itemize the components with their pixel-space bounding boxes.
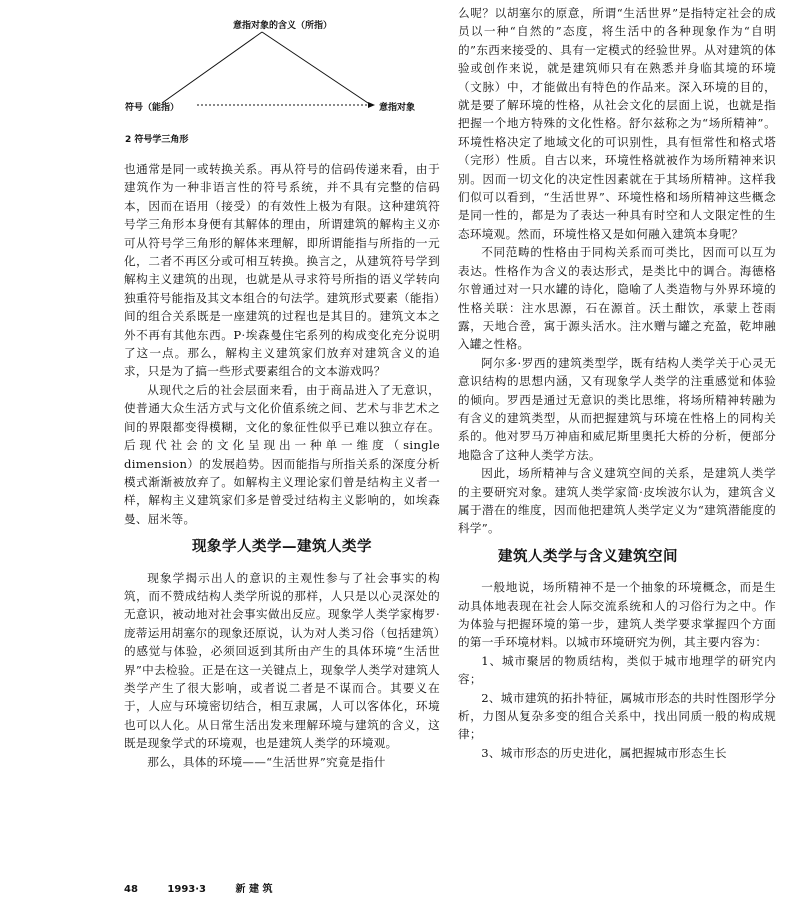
page-footer	[124, 880, 298, 895]
left-paragraph: 也通常是同一或转换关系。再从符号的信码传递来看，由于建筑作为一种非语言性的符号系统，并不具有完整的信码本，因而在语用（接受）的有效性上极为有限。这种建筑符号学三角形本身便有其解体的理由，所谓建筑的解构主义亦可从符号学三角形的解体来理解，即所谓能指与所指的一元化，二者不再区分或可相互转换。换言之，从建筑符号学到解构主义建筑的出现，也就是从寻求符号所指的语义学转向独重符号能指及其文本组合的句法学。建筑形式要素（能指）间的组合关系既是一座建筑的过程也是其目的。建筑文本之外不再有其他东西。P·埃森曼住宅系列的构成变化充分说明了这一点。那么，解构主义建筑家们放弃对建筑含义的追求，只是为了搞一些形式要素组合的文本游戏吗？	[124, 162, 440, 379]
section-heading: 建筑人类学与含义建筑空间	[498, 548, 678, 565]
list-item: 1、城市聚居的物质结构，类似于城市地理学的研究内容；	[458, 653, 776, 687]
semiotic-triangle-figure	[125, 12, 425, 147]
figure-caption: 2 符号学三角形	[125, 135, 189, 145]
right-paragraph: 一般地说，场所精神不是一个抽象的环境概念，而是生动具体地表现在社会人际交流系统和人的习俗行为之中。作为体验与把握环境的第一步，建筑人类学要求掌握四个方面的第一手环境材料。以城市环境研究为例，其主要内容为：	[458, 580, 776, 650]
right-column	[458, 4, 776, 762]
triangle-right-edge	[262, 32, 368, 103]
section-heading: 现象学人类学—建筑人类学	[192, 539, 372, 556]
left-paragraph: 那么，具体的环境——“生活世界”究竟是指什	[147, 754, 386, 769]
figure-right-label: 意指对象	[379, 103, 416, 113]
triangle-left-edge	[162, 32, 262, 103]
journal-name: 新 建 筑	[235, 884, 273, 895]
left-paragraph: 从现代之后的社会层面来看，由于商品进入了无意识，使普通大众生活方式与文化价值系统之间、艺术与非艺术之间的界限都变得模糊，文化的象征性似乎已难以独立存在。后现代社会的文化呈现出一种单一维度（single dimension）的发展趋势。因而能指与所指关系的深度分析模式渐渐被放弃了。如解构主义理论家们曾是结构主义者一样，解构主义建筑家们多是曾受过结构主义影响的，如埃森曼、屈米等。	[124, 382, 440, 526]
triangle-base-arrowhead	[368, 102, 375, 108]
page-number: 48	[124, 884, 138, 895]
figure-left-label: 符号（能指）	[125, 103, 180, 113]
list-item: 3、城市形态的历史进化，属把握城市形态生长	[481, 745, 727, 760]
figure-top-label: 意指对象的含义（所指）	[233, 21, 333, 31]
list-item: 2、城市建筑的拓扑特征，属城市形态的共时性图形学分析，力图从复杂多变的组合关系中，找出同质一般的构成规律；	[458, 690, 776, 742]
right-paragraph: 么呢？以胡塞尔的原意，所谓“生活世界”是指特定社会的成员以一种“自然的”态度，将生活中的各种现象作为“自明的”东西来接受的、具有一定模式的经验世界。从对建筑的体验或创作来说，就是建筑师只有在熟悉并身临其境的环境（文脉）中，才能做出有特色的作品来。深入环境的目的，就是要了解环境的性格，从社会文化的层面上说，也就是指把握一个地方特殊的文化性格。舒尔兹称之为“场所精神”。环境性格决定了地域文化的可识别性，具有恒常性和格式塔（完形）性质。自古以来，环境性格就被作为场所精神来识别。因而一切文化的决定性因素就在于其场所精神。这样我们似可以看到，“生活世界”、环境性格和场所精神这些概念是同一性的，都是为了表达一种具有时空和人文限定性的生态环境观。然而，环境性格又是如何融入建筑本身呢？	[458, 6, 776, 241]
left-paragraph: 现象学揭示出人的意识的主观性参与了社会事实的构筑，而不赞成结构人类学所说的那样，人只是以心灵深处的无意识，被动地对社会事实做出反应。现象学人类学家梅罗·庞蒂运用胡塞尔的现象还原说，认为对人类习俗（包括建筑）的感觉与体验，必须回返到其所由产生的具体环境“生活世界”中去检验。正是在这一关键点上，现象学人类学对建筑人类学产生了很大影响，或者说二者是不谋而合。其要义在于，人应与环境密切结合，相互隶属，人可以客体化，环境也可以人化。从日常生活出发来理解环境与建筑的含义，这既是现象学式的环境观，也是建筑人类学的环境观。	[124, 570, 440, 751]
right-paragraph: 因此，场所精神与含义建筑空间的关系，是建筑人类学的主要研究对象。建筑人类学家简·皮埃波尔认为，建筑含义属于潜在的维度，因而他把建筑人类学定义为“建筑潜能度的科学”。	[458, 466, 776, 536]
right-paragraph: 不同范畴的性格由于同构关系而可类比，因而可以互为表达。性格作为含义的表达形式，是类比中的调合。海德格尔曾通过对一只水罐的诗化，隐喻了人类造物与外界环境的性格关联：注水思源，石在源首。沃土酣饮，承蒙上苍雨露，天地合卺，寓于源头活水。注水赠与罐之充盈，乾坤融入罐之性格。	[458, 245, 776, 352]
left-column	[124, 160, 440, 771]
issue-number: 1993·3	[167, 884, 206, 895]
right-paragraph: 阿尔多·罗西的建筑类型学，既有结构人类学关于心灵无意识结构的思想内涵，又有现象学人类学的注重感觉和体验的倾向。罗西是通过无意识的类比思维，将场所精神转融为有含义的建筑类型，从而把握建筑与环境在性格上的同构关系的。他对罗马万神庙和威尼斯里奥托大桥的分析，便部分地隐含了这种人类学方法。	[458, 355, 776, 462]
